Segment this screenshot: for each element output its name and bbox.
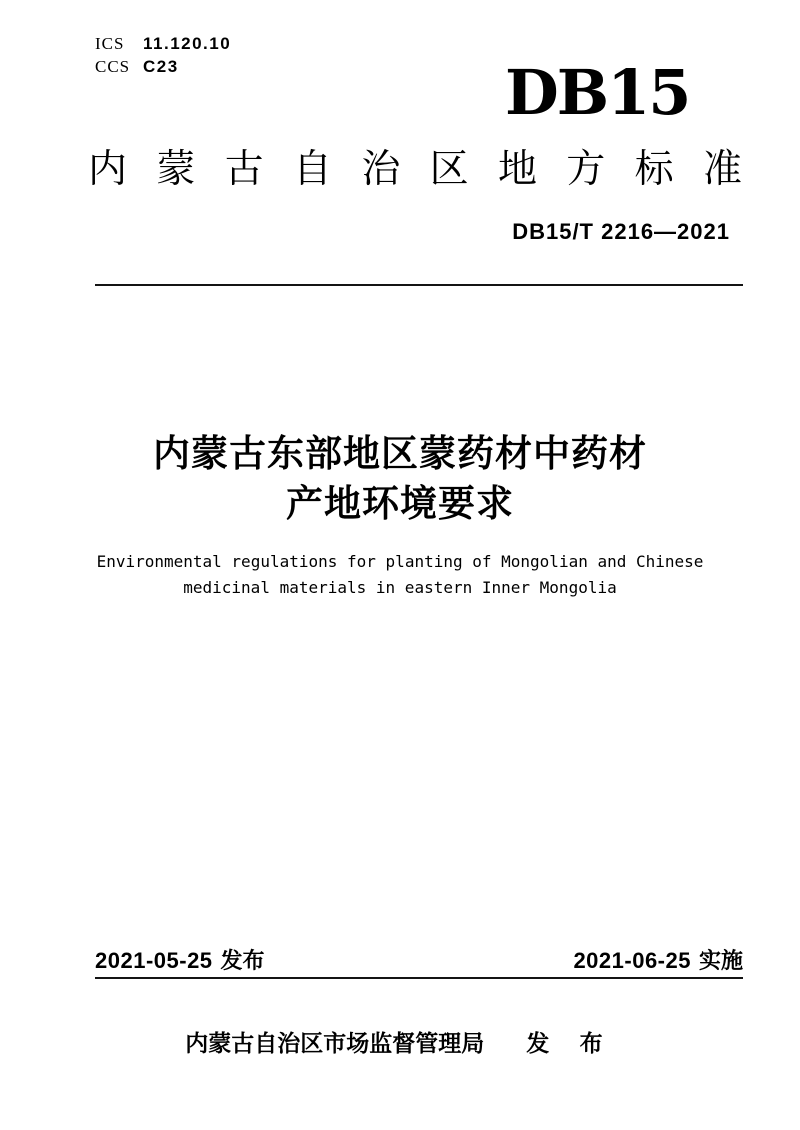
publisher-row: [0, 1028, 800, 1058]
standard-name-char: 内: [88, 148, 128, 191]
release-date: 2021-05-25: [95, 948, 213, 973]
standard-name-row: [88, 148, 742, 192]
document-title-line1: 内蒙古东部地区蒙药材中药材: [153, 433, 647, 474]
english-title-line1: Environmental regulations for planting of Mongolian and Chinese: [96, 552, 704, 571]
standard-name-char: 自: [292, 148, 332, 191]
implementation-label: 实施: [698, 948, 743, 973]
publisher-action: 发 布: [526, 1030, 615, 1056]
implementation-date: 2021-06-25: [573, 948, 691, 973]
release-date-item: [95, 948, 265, 974]
standard-name-char: 古: [224, 148, 264, 191]
standard-name-char: 准: [702, 148, 742, 191]
publisher-name: 内蒙古自治区市场监督管理局: [185, 1030, 485, 1056]
dates-row: [95, 948, 743, 974]
ics-row: [95, 32, 231, 55]
standard-name-char: 区: [429, 148, 469, 191]
ics-value: 11.120.10: [143, 34, 232, 53]
standard-name-char: 治: [361, 148, 401, 191]
standard-name-char: 方: [566, 148, 606, 191]
ccs-row: [95, 55, 231, 78]
standard-name-char: 蒙: [156, 148, 196, 191]
ccs-value: C23: [143, 57, 179, 76]
standard-name-char: 地: [497, 148, 537, 191]
standard-name-char: 标: [634, 148, 674, 191]
header-divider-line: [95, 284, 743, 286]
document-title: [0, 429, 800, 529]
implementation-date-item: [573, 948, 743, 974]
ccs-label: CCS: [95, 57, 131, 76]
english-title-line2: medicinal materials in eastern Inner Mongolia: [183, 578, 617, 597]
db15-logo: DB15: [505, 56, 690, 129]
standard-number: DB15/T 2216—2021: [512, 219, 730, 244]
release-label: 发布: [220, 948, 265, 973]
footer-divider-line: [95, 977, 743, 979]
document-title-line2: 产地环境要求: [286, 483, 514, 524]
ics-label: ICS: [95, 34, 125, 53]
document-title-english: [0, 549, 800, 601]
classification-block: [95, 32, 231, 78]
